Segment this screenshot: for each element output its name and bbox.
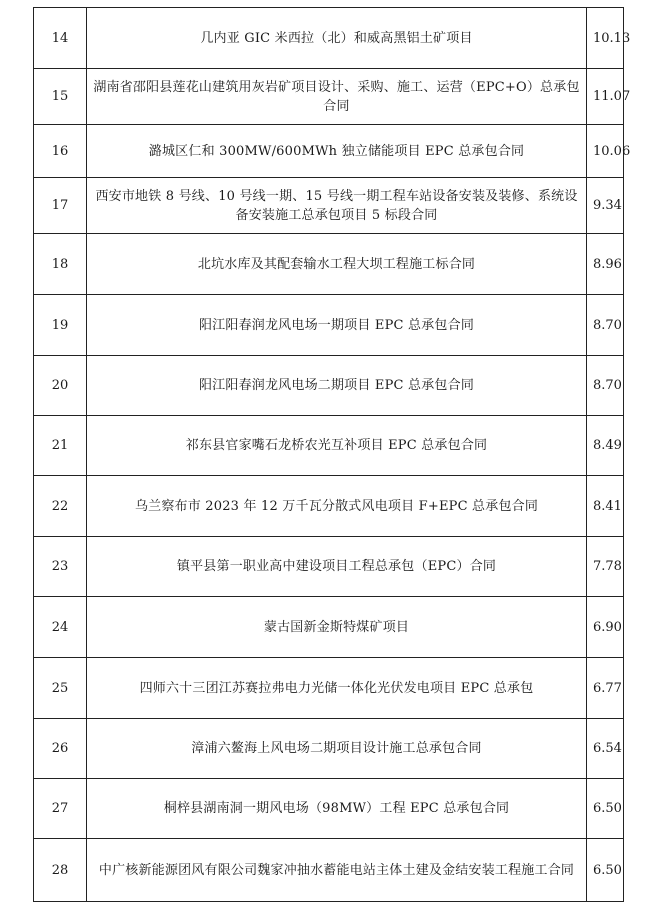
table-row: [34, 658, 624, 719]
contracts-table: [33, 7, 631, 902]
contract-amount: 8.96: [587, 234, 624, 295]
project-name: 中广核新能源团风有限公司魏家冲抽水蓄能电站主体土建及金结安装工程施工合同: [87, 839, 587, 902]
row-number: 21: [34, 416, 87, 476]
project-name: 乌兰察布市 2023 年 12 万千瓦分散式风电项目 F+EPC 总承包合同: [87, 476, 587, 537]
row-number: 19: [34, 295, 87, 356]
project-name: 几内亚 GIC 米西拉（北）和威高黑铝土矿项目: [87, 8, 587, 69]
row-number: 14: [34, 8, 87, 69]
table-row: [34, 295, 624, 356]
table-row: [34, 779, 624, 839]
contract-amount: 6.50: [587, 779, 624, 839]
contract-amount: 7.78: [587, 537, 624, 597]
table-row: [34, 416, 624, 476]
row-number: 15: [34, 69, 87, 125]
contract-amount: 8.70: [587, 356, 624, 416]
project-name: 潞城区仁和 300MW/600MWh 独立储能项目 EPC 总承包合同: [87, 125, 587, 178]
project-name: 四师六十三团江苏赛拉弗电力光储一体化光伏发电项目 EPC 总承包: [87, 658, 587, 719]
project-name: 桐梓县湖南洞一期风电场（98MW）工程 EPC 总承包合同: [87, 779, 587, 839]
row-number: 23: [34, 537, 87, 597]
contract-amount: 9.34: [587, 178, 624, 234]
table-row: [34, 234, 624, 295]
contract-amount: 8.41: [587, 476, 624, 537]
project-name: 阳江阳春润龙风电场一期项目 EPC 总承包合同: [87, 295, 587, 356]
row-number: 20: [34, 356, 87, 416]
project-name: 祁东县官家嘴石龙桥农光互补项目 EPC 总承包合同: [87, 416, 587, 476]
project-name: 西安市地铁 8 号线、10 号线一期、15 号线一期工程车站设备安装及装修、系统设备安装施工总承包项目 5 标段合同: [87, 178, 587, 234]
contract-amount: 10.13: [587, 8, 624, 69]
contract-amount: 6.90: [587, 597, 624, 658]
table-row: [34, 8, 624, 69]
project-name: 镇平县第一职业高中建设项目工程总承包（EPC）合同: [87, 537, 587, 597]
table-row: [34, 476, 624, 537]
contract-amount: 6.50: [587, 839, 624, 902]
table-row: [34, 356, 624, 416]
table-row: [34, 597, 624, 658]
row-number: 17: [34, 178, 87, 234]
table-row: [34, 537, 624, 597]
contract-amount: 11.07: [587, 69, 624, 125]
project-name: 蒙古国新金斯特煤矿项目: [87, 597, 587, 658]
row-number: 28: [34, 839, 87, 902]
contract-amount: 6.77: [587, 658, 624, 719]
row-number: 27: [34, 779, 87, 839]
row-number: 24: [34, 597, 87, 658]
contract-amount: 10.06: [587, 125, 624, 178]
row-number: 18: [34, 234, 87, 295]
contract-amount: 8.70: [587, 295, 624, 356]
table-row: [34, 178, 624, 234]
row-number: 25: [34, 658, 87, 719]
table-row: [34, 719, 624, 779]
project-name: 漳浦六鳌海上风电场二期项目设计施工总承包合同: [87, 719, 587, 779]
contract-amount: 6.54: [587, 719, 624, 779]
project-name: 北坑水库及其配套输水工程大坝工程施工标合同: [87, 234, 587, 295]
row-number: 22: [34, 476, 87, 537]
contract-amount: 8.49: [587, 416, 624, 476]
table-row: [34, 69, 624, 125]
row-number: 16: [34, 125, 87, 178]
table-row: [34, 839, 624, 902]
row-number: 26: [34, 719, 87, 779]
project-name: 阳江阳春润龙风电场二期项目 EPC 总承包合同: [87, 356, 587, 416]
project-name: 湖南省邵阳县莲花山建筑用灰岩矿项目设计、采购、施工、运营（EPC+O）总承包合同: [87, 69, 587, 125]
table-row: [34, 125, 624, 178]
